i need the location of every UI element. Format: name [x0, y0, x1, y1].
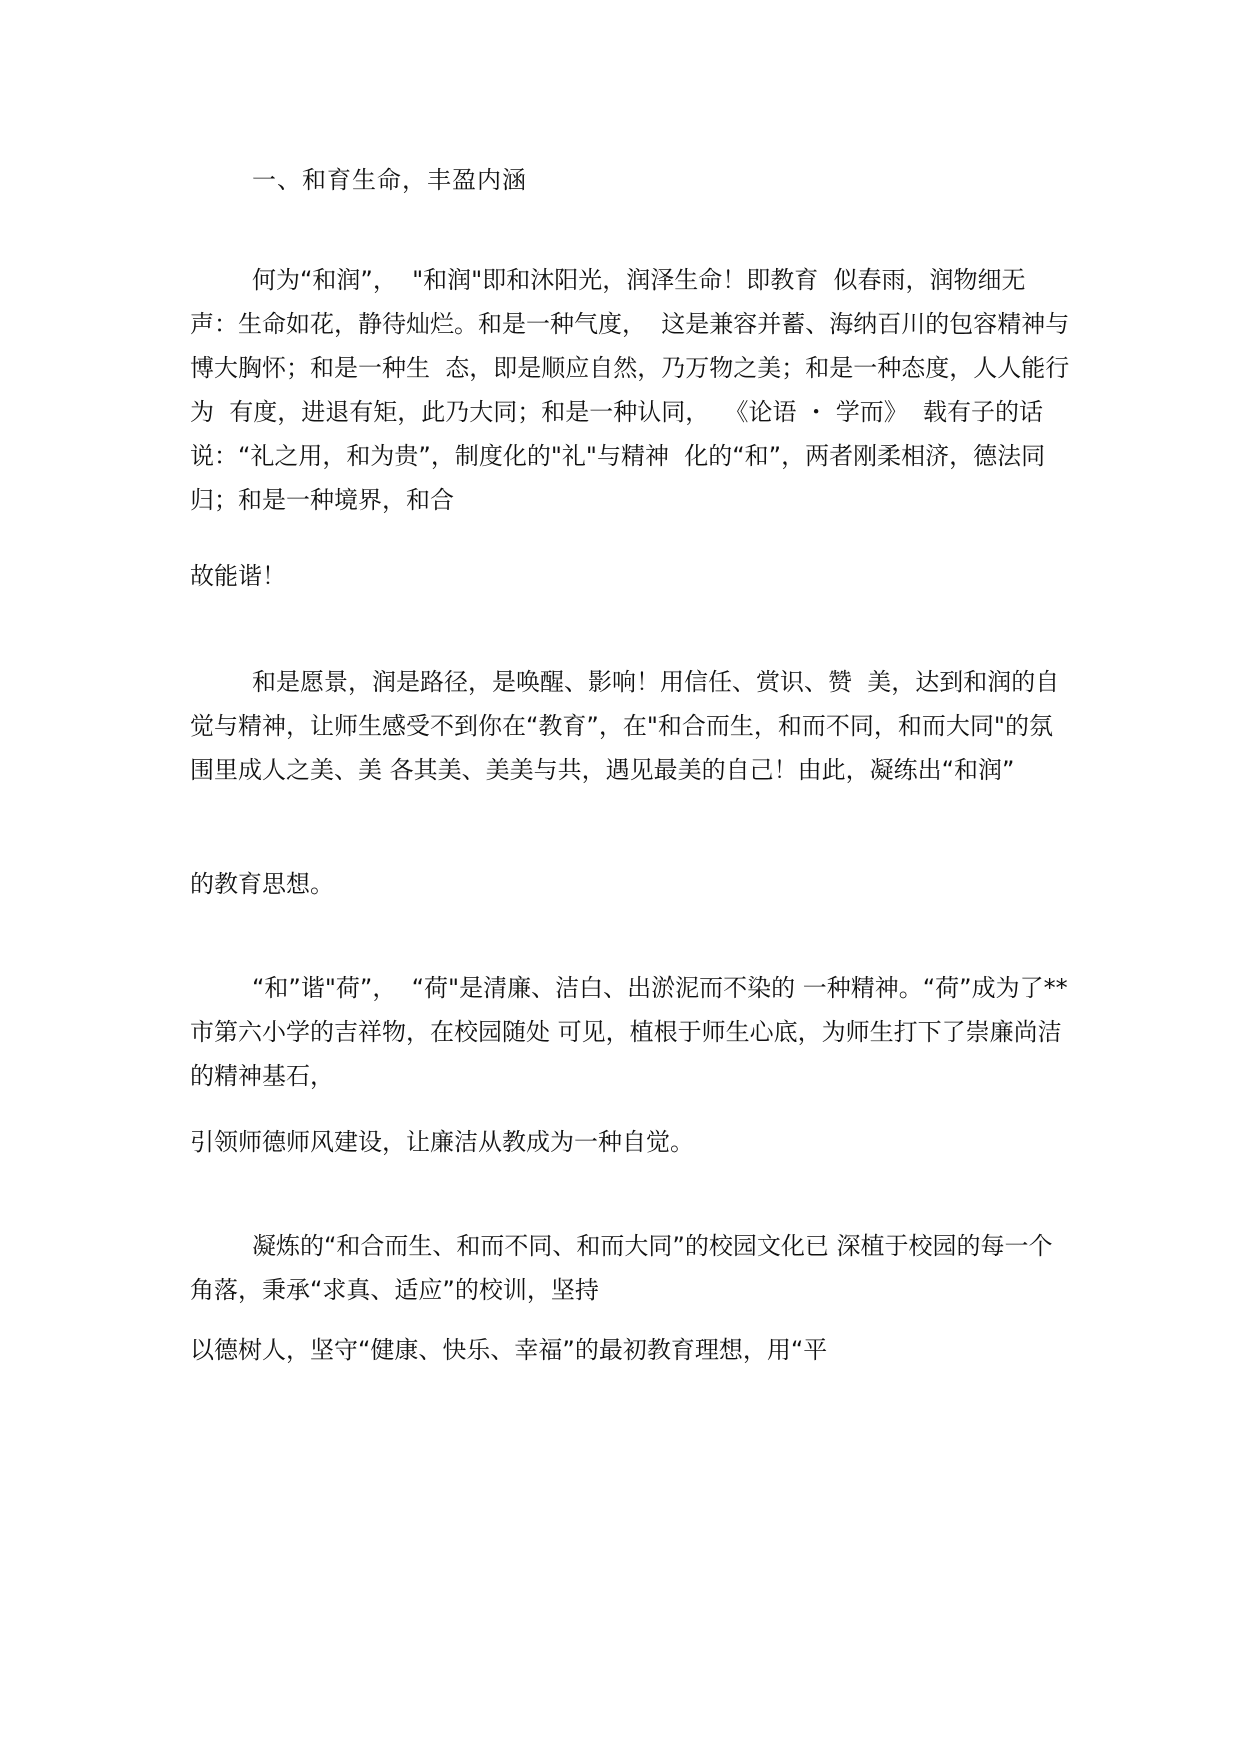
section-heading: 一、和育生命，丰盈内涵: [252, 166, 527, 194]
paragraph-lotus-continuation: 引领师德师风建设，让廉洁从教成为一种自觉。: [190, 1128, 694, 1156]
paragraph-vision-continuation: 的教育思想。: [190, 870, 334, 898]
paragraph-vision-path: 和是愿景，润是路径，是唤醒、影响！用信任、赏识、赞 美，达到和润的自觉与精神，让师生感受不到你在“教育”，在"和合而生，和而不同，和而大同"的氛围里成人之美、美 各其美、美美与共，遇见最美的自己！由此，凝练出“和润”: [190, 668, 1060, 784]
paragraph-lotus: “和”谐"荷”， “荷"是清廉、洁白、出淤泥而不染的 一种精神。“荷”成为了**市第六小学的吉祥物，在校园随处 可见，植根于师生心底，为师生打下了崇廉尚洁的精神基石，: [190, 974, 1068, 1090]
paragraph-hexrun-intro: 何为“和润”， "和润"即和沐阳光，润泽生命！即教育 似春雨，润物细无声：生命如花，静待灿烂。和是一种气度， 这是兼容并蓄、海纳百川的包容精神与博大胸怀；和是一种生 态，即是顺应自然，乃万物之美；和是一种态度，人人能行为 有度，进退有矩，此乃大同；和是一种认同， 《论语 ・ 学而》 载有子的话说：“礼之用，和为贵”，制度化的"礼"与精神 化的“和”，两者刚柔相济，德法同归；和是一种境界，和合: [190, 266, 1070, 514]
paragraph-hexrun-continuation: 故能谐！: [190, 562, 286, 590]
paragraph-campus-culture: 凝炼的“和合而生、和而不同、和而大同”的校园文化已 深植于校园的每一个角落，秉承“求真、适应”的校训，坚持: [190, 1232, 1053, 1304]
paragraph-campus-culture-continuation: 以德树人，坚守“健康、快乐、幸福”的最初教育理想，用“平: [190, 1336, 828, 1364]
